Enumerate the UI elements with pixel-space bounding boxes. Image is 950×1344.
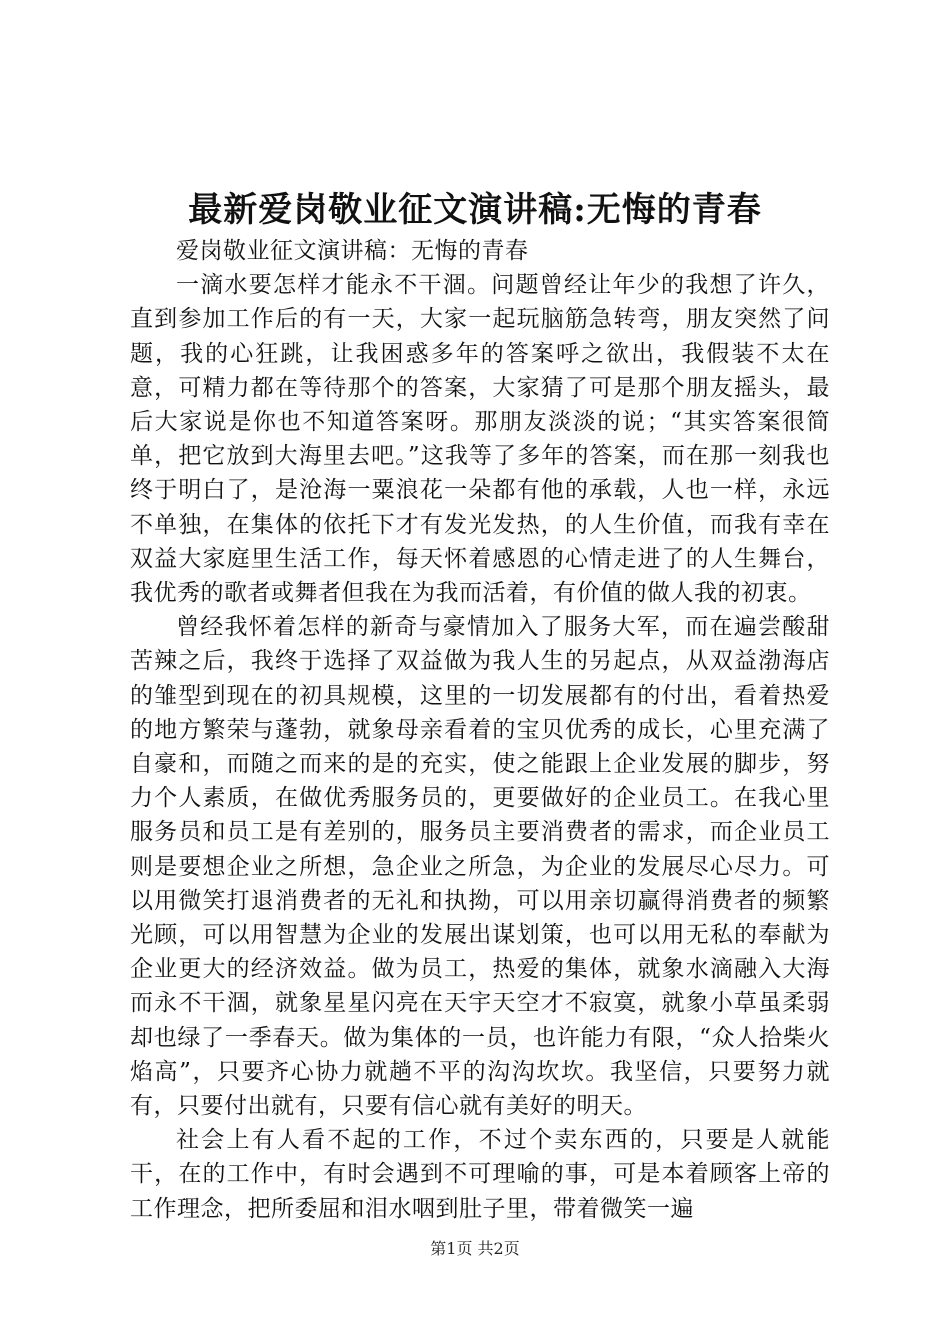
paragraph-2: 曾经我怀着怎样的新奇与豪情加入了服务大军，而在遍尝酸甜苦辣之后，我终于选择了双益做为我人生的另起点，从双益渤海店的雏型到现在的初具规模，这里的一切发展都有的付出，看着热爱的地方繁荣与蓬勃，就象母亲看着的宝贝优秀的成长，心里充满了自豪和，而随之而来的是的充实，使之能跟上企业发展的脚步，努力个人素质，在做优秀服务员的，更要做好的企业员工。在我心里服务员和员工是有差别的，服务员主要消费者的需求，而企业员工则是要想企业之所想，急企业之所急，为企业的发展尽心尽力。可以用微笑打退消费者的无礼和执拗，可以用亲切赢得消费者的频繁光顾，可以用智慧为企业的发展出谋划策，也可以用无私的奉献为企业更大的经济效益。做为员工，热爱的集体，就象水滴融入大海而永不干涸，就象星星闪亮在天宇天空才不寂寞，就象小草虽柔弱却也绿了一季春天。做为集体的一员，也许能力有限，“众人拾柴火焰高”，只要齐心协力就趟不平的沟沟坎坎。我坚信，只要努力就有，只要付出就有，只要有信心就有美好的明天。 bbox=[130, 614, 830, 1120]
page-number: 第1页 共2页 bbox=[430, 1239, 520, 1258]
paragraph-1: 一滴水要怎样才能永不干涸。问题曾经让年少的我想了许久，直到参加工作后的有一天，大家一起玩脑筋急转弯，朋友突然了问题，我的心狂跳，让我困惑多年的答案呼之欲出，我假装不太在意，可精力都在等待那个的答案，大家猜了可是那个朋友摇头，最后大家说是你也不知道答案呀。那朋友淡淡的说；“其实答案很简单，把它放到大海里去吧。”这我等了多年的答案，而在那一刻我也终于明白了，是沧海一粟浪花一朵都有他的承载，人也一样，永远不单独，在集体的依托下才有发光发热，的人生价值，而我有幸在双益大家庭里生活工作，每天怀着感恩的心情走进了的人生舞台，我优秀的歌者或舞者但我在为我而活着，有价值的做人我的初衷。 bbox=[130, 272, 830, 607]
paragraph-subtitle: 爱岗敬业征文演讲稿：无悔的青春 bbox=[176, 238, 529, 264]
document-title: 最新爱岗敬业征文演讲稿:无悔的青春 bbox=[188, 190, 762, 230]
paragraph-3: 社会上有人看不起的工作，不过个卖东西的，只要是人就能干，在的工作中，有时会遇到不可理喻的事，可是本着顾客上帝的工作理念，把所委屈和泪水咽到肚子里，带着微笑一遍 bbox=[130, 1127, 830, 1222]
document-body bbox=[130, 234, 830, 1226]
